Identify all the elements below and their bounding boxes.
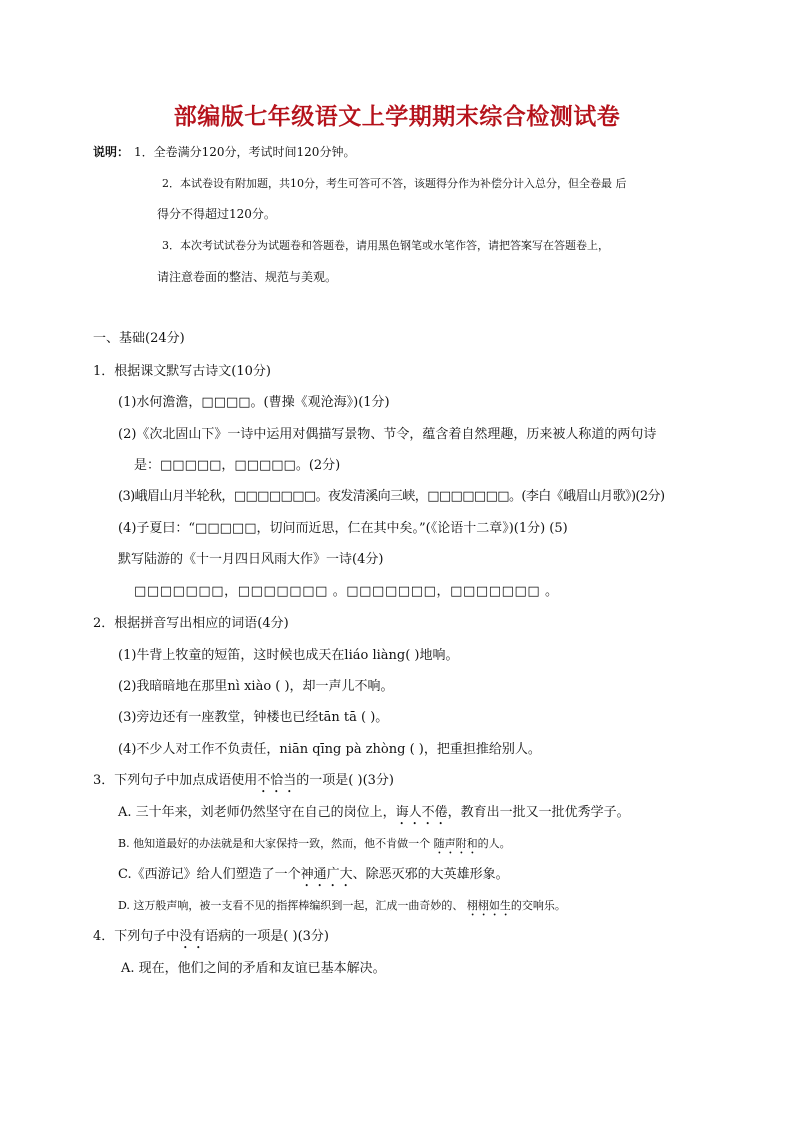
option-a-pre: A. 三十年来，刘老师仍然坚守在自己的岗位上，: [118, 805, 396, 820]
question-3-stem-post: 的一项是( )(3分): [296, 773, 394, 788]
question-1-item-4: (4)子夏曰：“□□□□□，切问而近思，仁在其中矣。”(《论语十二章》)(1分) (5): [118, 521, 568, 536]
question-4-stem: [93, 929, 329, 952]
question-1-item-3: (3)峨眉山月半轮秋，□□□□□□□。夜发清溪向三峡，□□□□□□□。(李白《峨眉山月歌》)(2分): [118, 489, 665, 504]
question-3-option-a: [118, 805, 630, 828]
question-4-stem-emphasis: 没有: [179, 929, 206, 944]
option-d-pre: D. 这万般声响，被一支看不见的指挥棒编织到一起，汇成一曲奇妙的、: [118, 899, 467, 912]
instruction-item-1: 1．全卷满分120分，考试时间120分钟。: [134, 145, 356, 159]
question-3-stem-emphasis: 不恰当: [257, 773, 297, 788]
instruction-item-3: 3．本次考试试卷分为试题卷和答题卷，请用黑色钢笔或水笔作答，请把答案写在答题卷上，: [162, 239, 609, 252]
option-c-pre: C.《西游记》给人们塑造了一个: [118, 867, 301, 882]
instruction-item-2: 2．本试卷设有附加题，共10分，考生可答可不答，该题得分作为补偿分计入总分，但全卷最 后: [162, 177, 627, 190]
option-b-pre: B. 他知道最好的办法就是和大家保持一致，然而，他不肯做一个: [118, 837, 434, 850]
question-1-item-5: 默写陆游的《十一月四日风雨大作》一诗(4分): [118, 552, 384, 567]
question-2-item-2: (2)我暗暗地在那里nì xiào ( )，却一声儿不响。: [118, 679, 394, 694]
option-a-post: ，教育出一批又一批优秀学子。: [447, 805, 630, 820]
option-d-post: 的交响乐。: [510, 899, 566, 912]
question-4-stem-pre: 4．下列句子中: [93, 929, 180, 944]
option-b-post: 的人。: [477, 837, 511, 850]
question-1-item-1: (1)水何澹澹，□□□□。(曹操《观沧海》)(1分): [118, 395, 390, 410]
question-2-item-3: (3)旁边还有一座教堂，钟楼也已经tān tā ( )。: [118, 710, 389, 725]
question-1-item-2: (2)《次北固山下》一诗中运用对偶描写景物、节令，蕴含着自然理趣，历来被人称道的两句诗: [118, 427, 657, 442]
option-c-idiom: 神通广大: [300, 867, 353, 882]
instruction-item-3-cont: 请注意卷面的整洁、规范与美观。: [157, 270, 338, 284]
instruction-item-2-cont: 得分不得超过120分。: [157, 207, 276, 221]
option-c-post: 、除恶灭邪的大英雄形象。: [352, 867, 509, 882]
question-2-item-1: (1)牛背上牧童的短笛，这时候也成天在liáo liàng( )地响。: [118, 648, 459, 663]
instructions-label: 说明：: [93, 145, 130, 159]
question-1-stem: 1．根据课文默写古诗文(10分): [93, 364, 271, 379]
question-1-item-2-cont: 是：□□□□□，□□□□□。(2分): [134, 458, 341, 473]
option-b-idiom: 随声附和: [433, 837, 478, 850]
question-4-stem-post: 语病的一项是( )(3分): [205, 929, 329, 944]
question-4-option-a: A. 现在，他们之间的矛盾和友谊已基本解决。: [121, 961, 386, 976]
page-title: 部编版七年级语文上学期期末综合检测试卷: [173, 104, 621, 130]
question-3-option-c: [118, 867, 509, 890]
option-a-idiom: 诲人不倦: [395, 805, 448, 820]
question-1-item-5-blanks: □□□□□□□，□□□□□□□ 。□□□□□□□，□□□□□□□ 。: [134, 584, 559, 599]
question-3-option-b: [118, 837, 511, 857]
question-3-stem-pre: 3．下列句子中加点成语使用: [93, 773, 258, 788]
section-heading: 一、基础(24分): [93, 331, 185, 346]
question-3-option-d: [118, 899, 566, 919]
option-d-idiom: 栩栩如生: [466, 899, 511, 912]
question-2-item-4: (4)不少人对工作不负责任，niān qīng pà zhòng ( )，把重担推给别人。: [118, 742, 541, 757]
question-3-stem: [93, 773, 394, 796]
question-2-stem: 2．根据拼音写出相应的词语(4分): [93, 616, 289, 631]
